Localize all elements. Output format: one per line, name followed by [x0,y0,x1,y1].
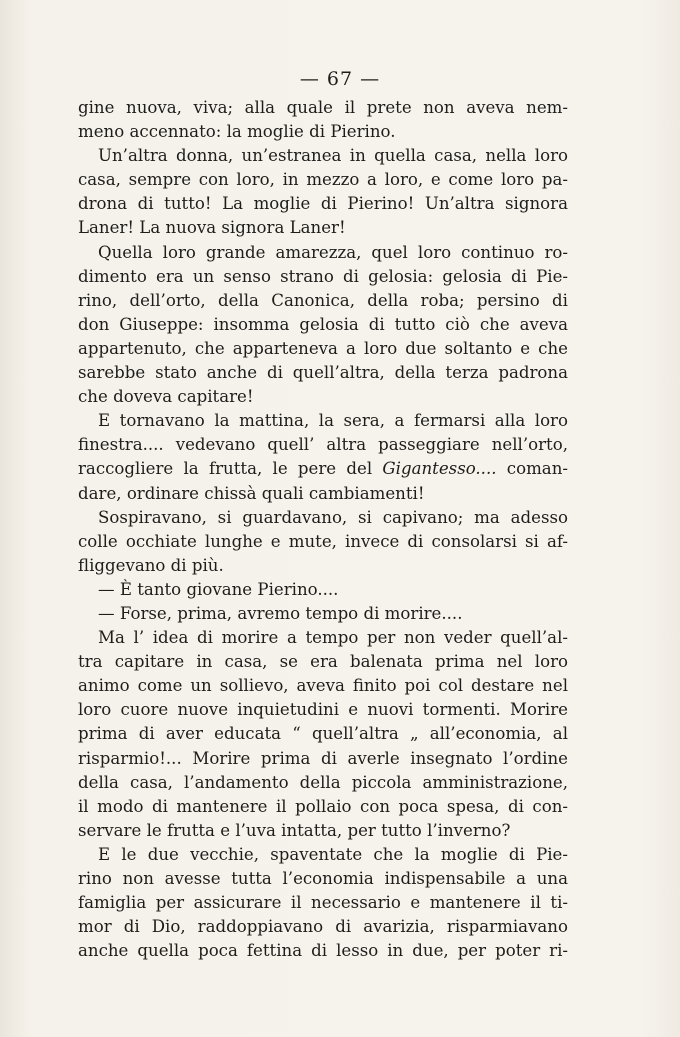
text-line: casa, sempre con loro, in mezzo a loro, e come loro pa- [78,170,568,190]
text-line: fliggevano di più. [78,555,224,575]
text-line: tra capitare in casa, se era balenata prima nel loro [78,652,568,672]
text-line-mixed [78,457,568,481]
italic-title: Gigantesso.... [382,459,497,479]
text-line: meno accennato: la moglie di Pierino. [78,122,396,142]
text-line: drona di tutto! La moglie di Pierino! Un’altra signora [78,194,568,214]
dialogue-line: — È tanto giovane Pierino.... [98,579,339,599]
text-line: risparmio!... Morire prima di averle insegnato l’ordine [78,748,568,768]
text-line: che doveva capitare! [78,387,254,407]
text-line: colle occhiate lunghe e mute, invece di consolarsi si af- [78,531,568,551]
text-line: prima di aver educata “ quell’altra „ all’economia, al [78,724,568,744]
text-line: della casa, l’andamento della piccola amministrazione, [78,772,568,792]
text-line: animo come un sollievo, aveva finito poi col destare nel [78,676,568,696]
text-line: finestra.... vedevano quell’ altra passeggiare nell’orto, [78,435,568,455]
text-line: don Giuseppe: insomma gelosia di tutto ciò che aveva [78,314,568,334]
text-line: Sospiravano, si guardavano, si capivano; ma adesso [98,507,568,527]
text-line: Quella loro grande amarezza, quel loro continuo ro- [98,242,568,262]
text-line: mor di Dio, raddoppiavano di avarizia, risparmiavano [78,917,568,937]
dialogue-line: — Forse, prima, avremo tempo di morire.... [98,603,463,623]
text-line: dimento era un senso strano di gelosia: gelosia di Pie- [78,266,568,286]
text-line: famiglia per assicurare il necessario e mantenere il ti- [78,893,568,913]
text-line: dare, ordinare chissà quali cambiamenti! [78,483,425,503]
text-line: servare le frutta e l’uva intatta, per tutto l’inverno? [78,820,511,840]
text-line: rino non avesse tutta l’economia indispensabile a una [78,869,568,888]
page-number: — 67 — [299,68,381,90]
text-line: Un’altra donna, un’estranea in quella casa, nella loro [98,146,568,166]
text-line: E le due vecchie, spaventate che la moglie di Pie- [98,844,568,864]
text-line: il modo di mantenere il pollaio con poca spesa, di con- [78,796,568,816]
text-line: E tornavano la mattina, la sera, a fermarsi alla loro [98,411,568,431]
text-segment: raccogliere la frutta, le pere del [78,459,383,479]
text-line: loro cuore nuove inquietudini e nuovi tormenti. Morire [78,700,568,720]
text-line: rino, dell’orto, della Canonica, della roba; persino di [78,290,568,310]
page-body [78,96,568,963]
text-line: gine nuova, viva; alla quale il prete non aveva nem- [78,98,568,117]
text-line: Ma l’ idea di morire a tempo per non veder quell’al- [98,628,568,648]
text-line: appartenuto, che apparteneva a loro due soltanto e che [78,338,568,358]
text-line: sarebbe stato anche di quell’altra, della terza padrona [78,363,568,383]
text-segment: coman- [496,459,568,479]
text-line: anche quella poca fettina di lesso in due, per poter ri- [78,941,568,961]
text-line: Laner! La nuova signora Laner! [78,218,346,238]
